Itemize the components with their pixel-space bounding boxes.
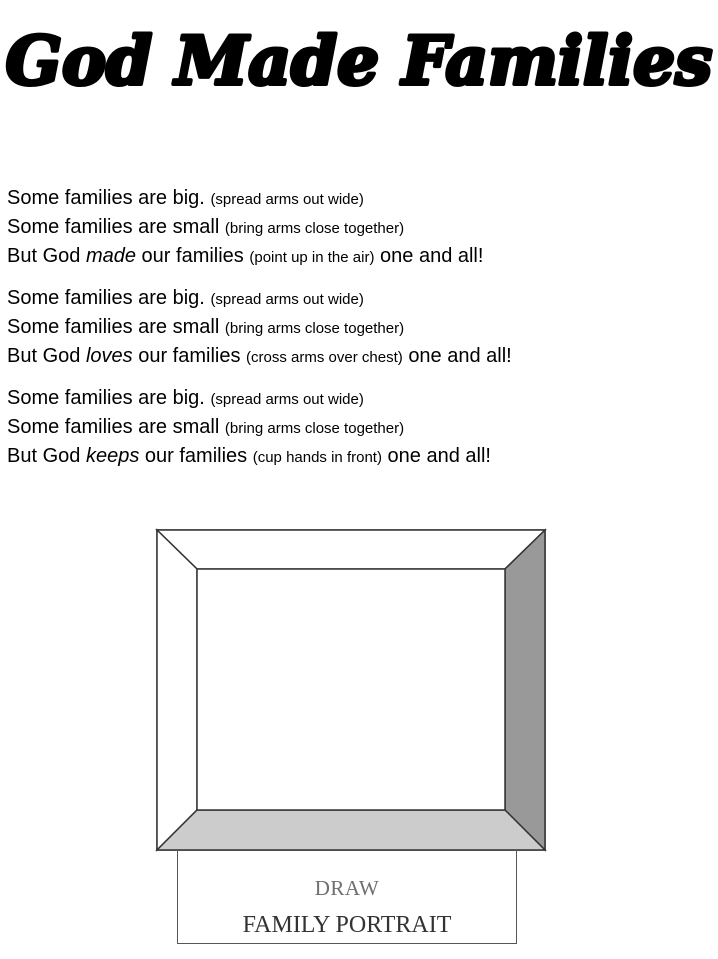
- frame-bottom-bevel: [157, 810, 545, 850]
- action-instruction: (bring arms close together): [224, 320, 405, 337]
- lyric-text: one and all!: [387, 445, 491, 467]
- verse-line: [7, 384, 712, 413]
- lyric-text: one and all!: [408, 345, 512, 367]
- action-instruction: (cross arms over chest): [246, 349, 403, 366]
- lyric-text: Some families are small: [7, 216, 220, 238]
- verse-line: [7, 242, 712, 271]
- picture-frame: [0, 520, 718, 860]
- verse-line: [7, 184, 712, 213]
- verse-3: [7, 384, 712, 471]
- action-instruction: (point up in the air): [249, 249, 375, 266]
- action-instruction: (bring arms close together): [224, 420, 405, 437]
- lyric-text: But God: [7, 445, 81, 467]
- lyric-emphasis: loves: [85, 345, 133, 367]
- label-family-portrait: FAMILY PORTRAIT: [242, 912, 452, 938]
- frame-graphic: [0, 520, 718, 860]
- action-instruction: (spread arms out wide): [210, 191, 364, 208]
- verse-line: [7, 342, 712, 371]
- verse-line: [7, 413, 712, 442]
- verse-2: [7, 284, 712, 371]
- lyric-emphasis: keeps: [85, 445, 140, 467]
- verse-line: [7, 213, 712, 242]
- action-instruction: (spread arms out wide): [210, 291, 364, 308]
- action-instruction: (bring arms close together): [224, 220, 405, 237]
- action-instruction: (spread arms out wide): [210, 391, 364, 408]
- action-instruction: (cup hands in front): [252, 449, 382, 466]
- title-graphic: [0, 0, 718, 140]
- drawing-area: [197, 569, 505, 810]
- lyric-text: Some families are big.: [7, 387, 205, 409]
- lyric-text: Some families are small: [7, 316, 220, 338]
- song-verses: [7, 184, 712, 484]
- verse-line: [7, 284, 712, 313]
- frame-top-bevel: [157, 530, 545, 569]
- lyric-text: Some families are big.: [7, 187, 205, 209]
- frame-right-bevel: [505, 530, 545, 850]
- lyric-text: Some families are small: [7, 416, 220, 438]
- lyric-text: our families: [141, 245, 244, 267]
- lyric-text: our families: [138, 345, 241, 367]
- frame-label-plate: [177, 850, 517, 944]
- title-text: God Made Families: [5, 22, 713, 100]
- lyric-emphasis: made: [85, 245, 136, 267]
- lyric-text: Some families are big.: [7, 287, 205, 309]
- lyric-text: But God: [7, 345, 81, 367]
- lyric-text: one and all!: [380, 245, 484, 267]
- label-draw: DRAW: [314, 876, 380, 900]
- verse-line: [7, 442, 712, 471]
- verse-line: [7, 313, 712, 342]
- lyric-text: our families: [144, 445, 248, 467]
- page-title: [0, 0, 718, 140]
- lyric-text: But God: [7, 245, 81, 267]
- verse-1: [7, 184, 712, 271]
- frame-left-bevel: [157, 530, 197, 850]
